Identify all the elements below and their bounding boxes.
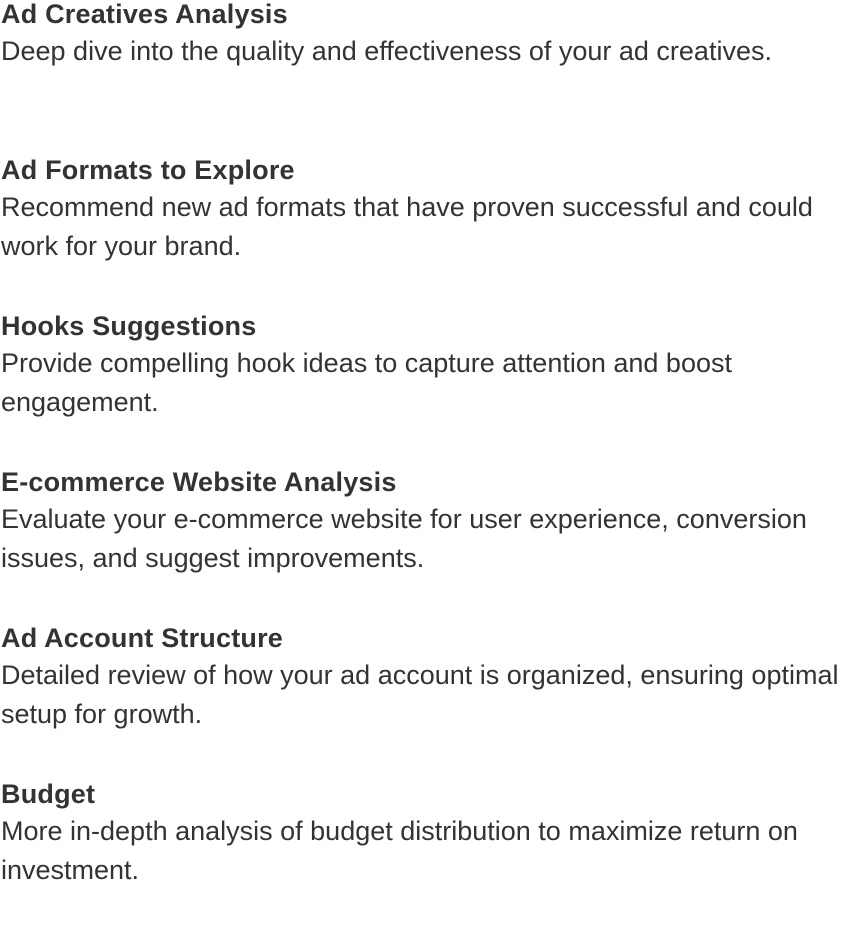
section-description: More in-depth analysis of budget distribution to maximize return on investment. [1,816,798,885]
section-title: Ad Formats to Explore [1,155,295,185]
service-section-ad-formats [1,152,863,308]
section-title: Budget [1,779,96,809]
service-section-ad-creatives [1,0,863,152]
section-description: Deep dive into the quality and effectiveness of your ad creatives. [1,36,772,66]
service-section-budget [1,776,863,932]
service-section-ecommerce [1,464,863,620]
service-list [1,0,863,932]
section-title: Ad Creatives Analysis [1,0,288,29]
section-title: Ad Account Structure [1,623,284,653]
section-title: Hooks Suggestions [1,311,257,341]
service-section-account-structure [1,620,863,776]
section-description: Evaluate your e-commerce website for user experience, conversion issues, and suggest improvements. [1,504,807,573]
section-description: Recommend new ad formats that have proven successful and could work for your brand. [1,192,813,261]
section-title: E-commerce Website Analysis [1,467,397,497]
service-section-hooks [1,308,863,464]
section-description: Provide compelling hook ideas to capture attention and boost engagement. [1,348,732,417]
section-description: Detailed review of how your ad account is organized, ensuring optimal setup for growth. [1,660,839,729]
